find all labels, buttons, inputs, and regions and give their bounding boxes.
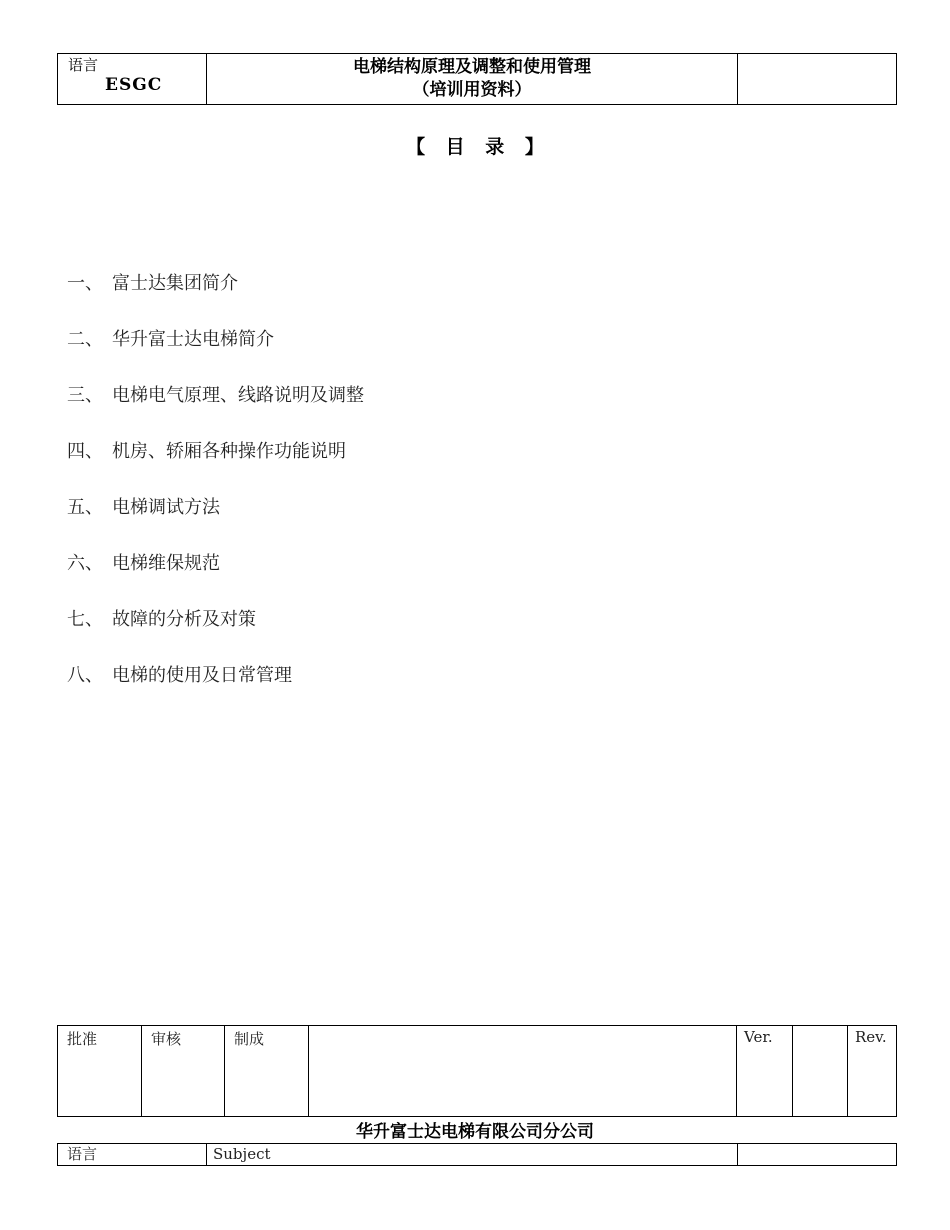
footer-lang-label: 语言 — [67, 1145, 98, 1163]
subject-table — [57, 1143, 897, 1166]
approve-label: 批准 — [67, 1030, 98, 1048]
header-code: ESGC — [105, 75, 163, 95]
review-label: 审核 — [151, 1030, 182, 1048]
toc-item-number: 三、 — [67, 385, 103, 406]
header-lang-label: 语言 — [68, 56, 99, 74]
ver-cell — [737, 1026, 793, 1117]
prepare-label: 制成 — [234, 1030, 265, 1048]
toc-heading: 【 目 录 】 — [406, 136, 544, 158]
toc-item — [67, 608, 364, 664]
header-lang-cell — [58, 54, 207, 105]
header-title-cell — [207, 54, 738, 105]
toc-item-number: 六、 — [67, 553, 103, 574]
toc-item — [67, 328, 364, 384]
header-right-cell — [738, 54, 897, 105]
toc-item — [67, 440, 364, 496]
toc-item-text: 电梯的使用及日常管理 — [112, 665, 292, 686]
toc-item-number: 八、 — [67, 665, 103, 686]
toc-item — [67, 496, 364, 552]
toc-item-text: 电梯维保规范 — [112, 553, 220, 574]
toc-item — [67, 272, 364, 328]
toc-item-text: 华升富士达电梯简介 — [112, 329, 274, 350]
signoff-blank-cell — [309, 1026, 737, 1117]
rev-cell — [848, 1026, 897, 1117]
toc-item-number: 七、 — [67, 609, 103, 630]
toc-item — [67, 384, 364, 440]
approve-cell — [58, 1026, 142, 1117]
toc-item-number: 二、 — [67, 329, 103, 350]
toc-item-number: 一、 — [67, 273, 103, 294]
ver-label: Ver. — [744, 1028, 773, 1046]
toc-item — [67, 664, 364, 720]
prepare-cell — [225, 1026, 309, 1117]
document-title: 电梯结构原理及调整和使用管理 — [353, 57, 591, 77]
toc-item-text: 机房、轿厢各种操作功能说明 — [112, 441, 346, 462]
toc-item-text: 电梯电气原理、线路说明及调整 — [112, 385, 364, 406]
company-name: 华升富士达电梯有限公司分公司 — [356, 1122, 594, 1142]
toc-item-text: 故障的分析及对策 — [112, 609, 256, 630]
toc-item-text: 电梯调试方法 — [112, 497, 220, 518]
toc-item-number: 五、 — [67, 497, 103, 518]
header-table — [57, 53, 897, 105]
rev-label: Rev. — [855, 1028, 887, 1046]
footer-right-cell — [738, 1144, 897, 1166]
subject-cell — [207, 1144, 738, 1166]
document-subtitle: （培训用资料） — [412, 80, 532, 100]
ver-value-cell — [793, 1026, 848, 1117]
review-cell — [142, 1026, 225, 1117]
signoff-table — [57, 1025, 897, 1117]
toc-item — [67, 552, 364, 608]
footer-lang-cell — [58, 1144, 207, 1166]
toc-item-text: 富士达集团简介 — [112, 273, 238, 294]
subject-label: Subject — [213, 1145, 271, 1163]
toc-list — [67, 272, 364, 720]
toc-item-number: 四、 — [67, 441, 103, 462]
